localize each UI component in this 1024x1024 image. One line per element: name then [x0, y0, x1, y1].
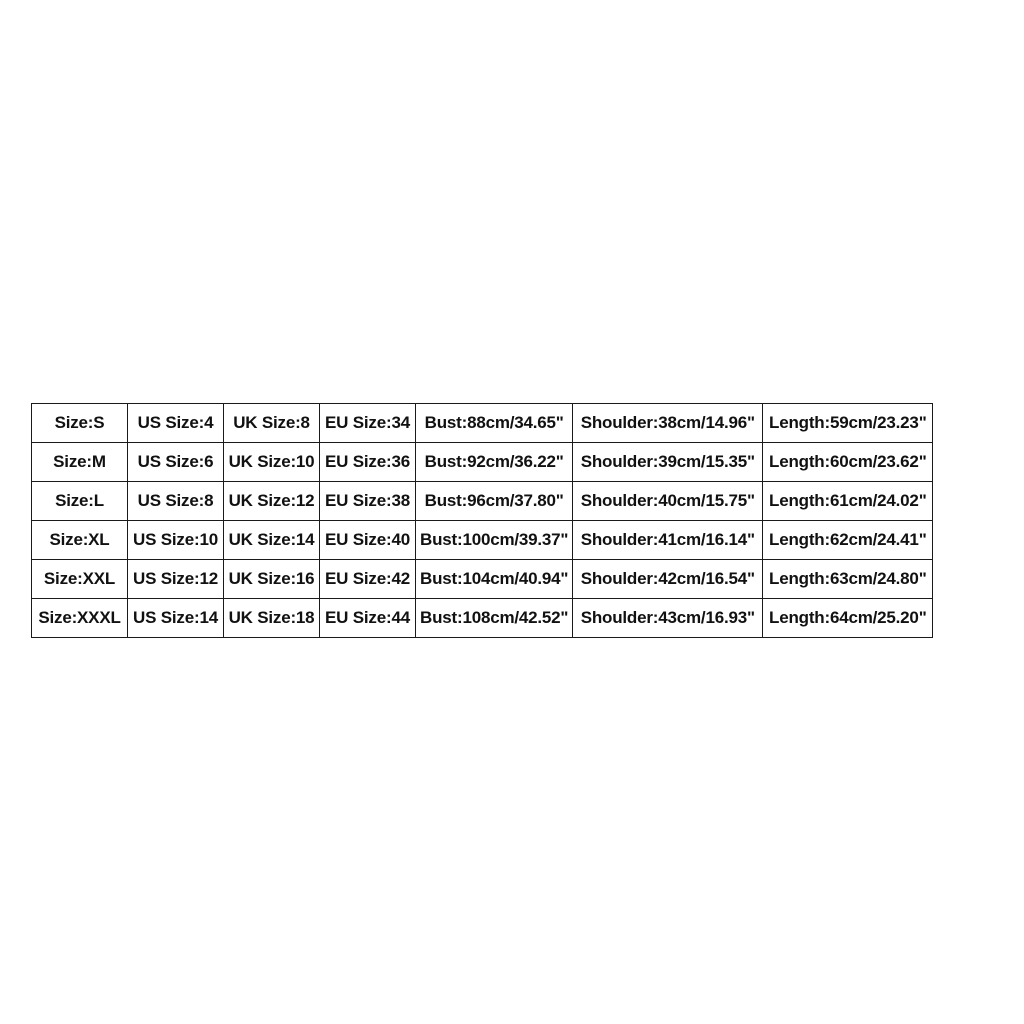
bust-cell: Bust:96cm/37.80"	[416, 482, 573, 521]
eu-size-cell: EU Size:44	[320, 599, 416, 638]
size-label-cell: Size:XL	[32, 521, 128, 560]
eu-size-cell: EU Size:40	[320, 521, 416, 560]
size-label-cell: Size:S	[32, 404, 128, 443]
size-label-cell: Size:L	[32, 482, 128, 521]
shoulder-cell: Shoulder:41cm/16.14"	[573, 521, 763, 560]
uk-size-cell: UK Size:12	[224, 482, 320, 521]
bust-cell: Bust:100cm/39.37"	[416, 521, 573, 560]
uk-size-cell: UK Size:10	[224, 443, 320, 482]
bust-cell: Bust:108cm/42.52"	[416, 599, 573, 638]
length-cell: Length:63cm/24.80"	[763, 560, 933, 599]
eu-size-cell: EU Size:34	[320, 404, 416, 443]
shoulder-cell: Shoulder:43cm/16.93"	[573, 599, 763, 638]
bust-cell: Bust:88cm/34.65"	[416, 404, 573, 443]
us-size-cell: US Size:4	[128, 404, 224, 443]
table-row	[32, 599, 933, 638]
bust-cell: Bust:104cm/40.94"	[416, 560, 573, 599]
length-cell: Length:62cm/24.41"	[763, 521, 933, 560]
uk-size-cell: UK Size:14	[224, 521, 320, 560]
size-chart-table	[31, 403, 933, 638]
size-label-cell: Size:XXXL	[32, 599, 128, 638]
shoulder-cell: Shoulder:39cm/15.35"	[573, 443, 763, 482]
uk-size-cell: UK Size:18	[224, 599, 320, 638]
shoulder-cell: Shoulder:38cm/14.96"	[573, 404, 763, 443]
uk-size-cell: UK Size:16	[224, 560, 320, 599]
table-row	[32, 404, 933, 443]
table-row	[32, 443, 933, 482]
bust-cell: Bust:92cm/36.22"	[416, 443, 573, 482]
shoulder-cell: Shoulder:42cm/16.54"	[573, 560, 763, 599]
eu-size-cell: EU Size:36	[320, 443, 416, 482]
us-size-cell: US Size:6	[128, 443, 224, 482]
uk-size-cell: UK Size:8	[224, 404, 320, 443]
length-cell: Length:60cm/23.62"	[763, 443, 933, 482]
length-cell: Length:64cm/25.20"	[763, 599, 933, 638]
table-row	[32, 482, 933, 521]
length-cell: Length:61cm/24.02"	[763, 482, 933, 521]
eu-size-cell: EU Size:42	[320, 560, 416, 599]
length-cell: Length:59cm/23.23"	[763, 404, 933, 443]
us-size-cell: US Size:8	[128, 482, 224, 521]
us-size-cell: US Size:10	[128, 521, 224, 560]
us-size-cell: US Size:12	[128, 560, 224, 599]
size-label-cell: Size:XXL	[32, 560, 128, 599]
table-row	[32, 521, 933, 560]
size-label-cell: Size:M	[32, 443, 128, 482]
shoulder-cell: Shoulder:40cm/15.75"	[573, 482, 763, 521]
eu-size-cell: EU Size:38	[320, 482, 416, 521]
table-row	[32, 560, 933, 599]
us-size-cell: US Size:14	[128, 599, 224, 638]
